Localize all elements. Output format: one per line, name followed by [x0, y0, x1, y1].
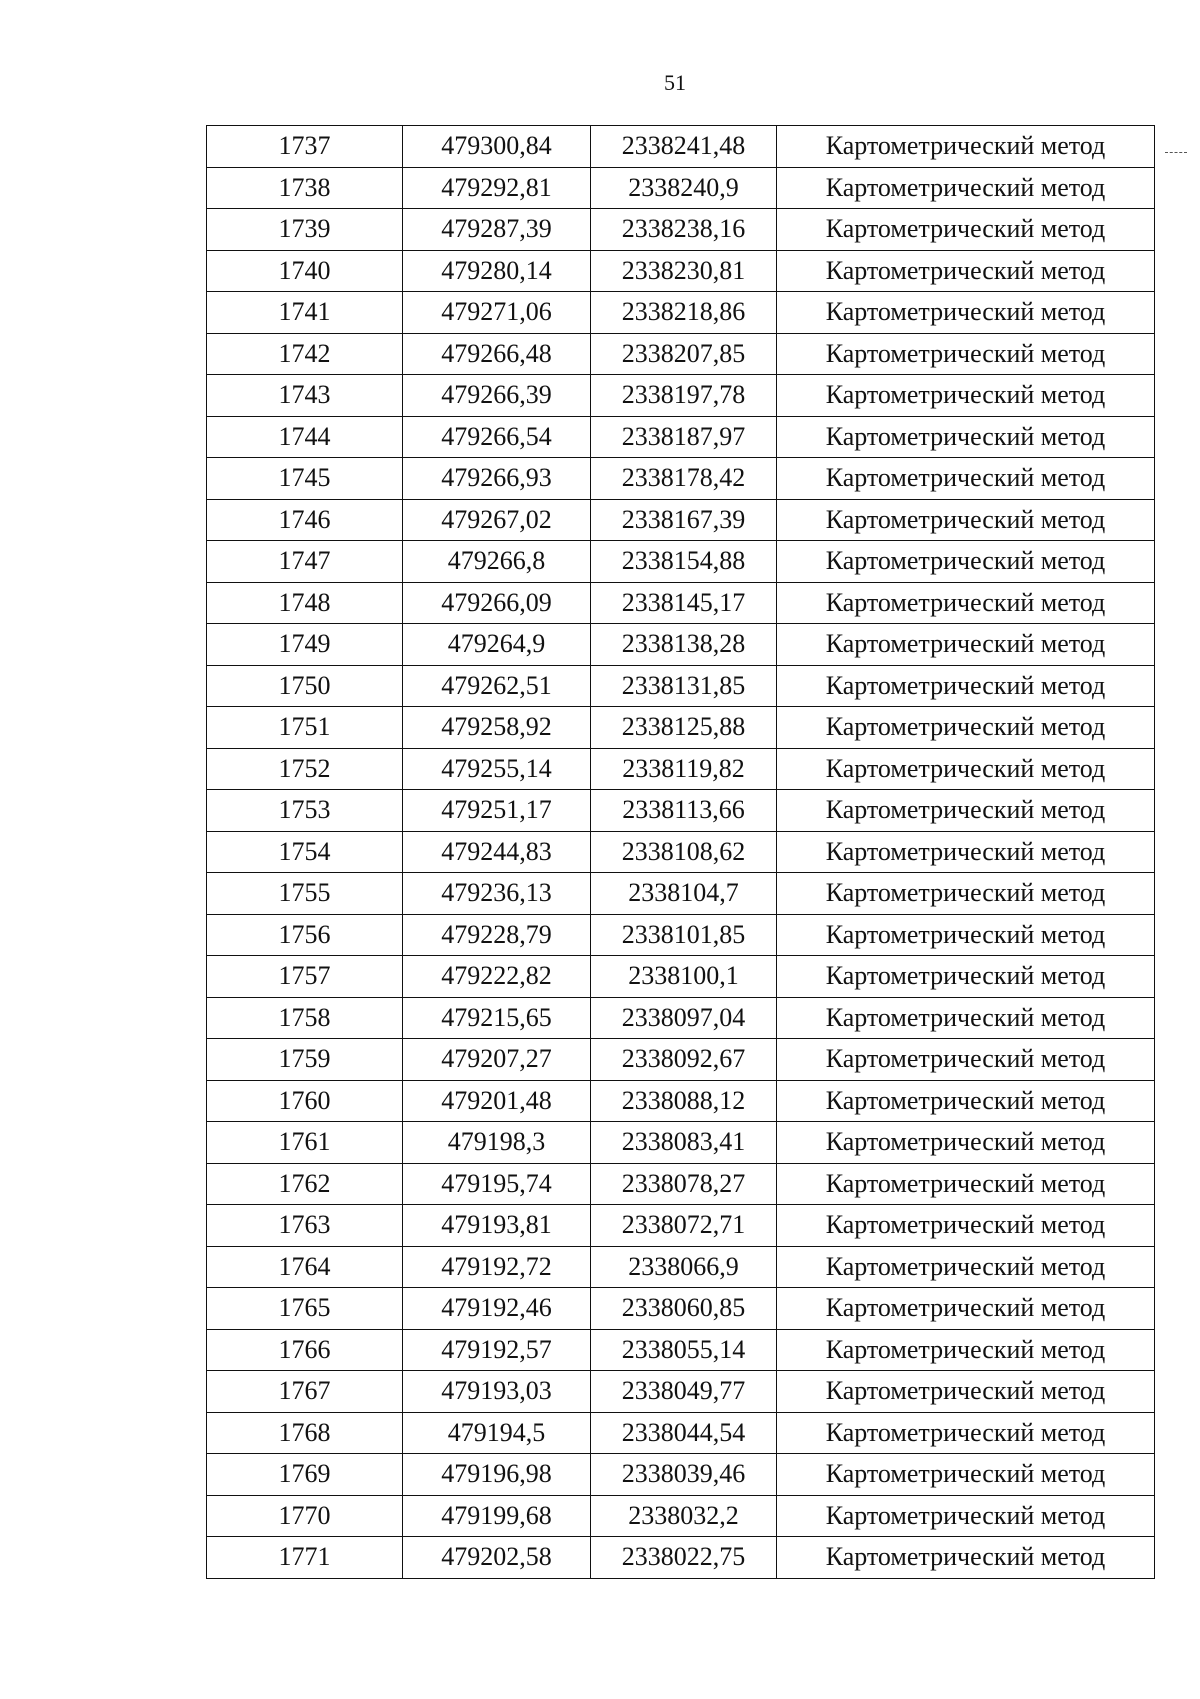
- table-row: [207, 1454, 1155, 1496]
- x-coordinate-cell: 479267,02: [403, 499, 591, 541]
- table-row: [207, 416, 1155, 458]
- x-coordinate-cell: 479194,5: [403, 1412, 591, 1454]
- x-coordinate-cell: 479215,65: [403, 997, 591, 1039]
- method-cell: Картометрический метод: [777, 1246, 1155, 1288]
- table-row: [207, 997, 1155, 1039]
- method-cell: Картометрический метод: [777, 624, 1155, 666]
- table-row: [207, 292, 1155, 334]
- table-row: [207, 914, 1155, 956]
- method-cell: Картометрический метод: [777, 748, 1155, 790]
- point-number-cell: 1767: [207, 1371, 403, 1413]
- table-row: [207, 665, 1155, 707]
- point-number-cell: 1741: [207, 292, 403, 334]
- table-row: [207, 956, 1155, 998]
- table-row: [207, 458, 1155, 500]
- point-number-cell: 1758: [207, 997, 403, 1039]
- y-coordinate-cell: 2338218,86: [591, 292, 777, 334]
- point-number-cell: 1748: [207, 582, 403, 624]
- method-cell: Картометрический метод: [777, 209, 1155, 251]
- y-coordinate-cell: 2338101,85: [591, 914, 777, 956]
- x-coordinate-cell: 479198,3: [403, 1122, 591, 1164]
- coordinates-table: [206, 125, 1155, 1579]
- method-cell: Картометрический метод: [777, 541, 1155, 583]
- y-coordinate-cell: 2338066,9: [591, 1246, 777, 1288]
- x-coordinate-cell: 479192,46: [403, 1288, 591, 1330]
- x-coordinate-cell: 479266,8: [403, 541, 591, 583]
- method-cell: Картометрический метод: [777, 1163, 1155, 1205]
- y-coordinate-cell: 2338055,14: [591, 1329, 777, 1371]
- x-coordinate-cell: 479222,82: [403, 956, 591, 998]
- table-row: [207, 126, 1155, 168]
- x-coordinate-cell: 479255,14: [403, 748, 591, 790]
- x-coordinate-cell: 479244,83: [403, 831, 591, 873]
- point-number-cell: 1744: [207, 416, 403, 458]
- table-row: [207, 541, 1155, 583]
- y-coordinate-cell: 2338240,9: [591, 167, 777, 209]
- y-coordinate-cell: 2338092,67: [591, 1039, 777, 1081]
- point-number-cell: 1749: [207, 624, 403, 666]
- point-number-cell: 1771: [207, 1537, 403, 1579]
- table-row: [207, 1371, 1155, 1413]
- x-coordinate-cell: 479280,14: [403, 250, 591, 292]
- margin-mark: [1165, 152, 1187, 153]
- method-cell: Картометрический метод: [777, 1288, 1155, 1330]
- method-cell: Картометрический метод: [777, 956, 1155, 998]
- y-coordinate-cell: 2338072,71: [591, 1205, 777, 1247]
- y-coordinate-cell: 2338145,17: [591, 582, 777, 624]
- method-cell: Картометрический метод: [777, 1080, 1155, 1122]
- method-cell: Картометрический метод: [777, 126, 1155, 168]
- point-number-cell: 1737: [207, 126, 403, 168]
- method-cell: Картометрический метод: [777, 1205, 1155, 1247]
- x-coordinate-cell: 479192,57: [403, 1329, 591, 1371]
- x-coordinate-cell: 479287,39: [403, 209, 591, 251]
- table-row: [207, 1039, 1155, 1081]
- point-number-cell: 1746: [207, 499, 403, 541]
- method-cell: Картометрический метод: [777, 831, 1155, 873]
- point-number-cell: 1753: [207, 790, 403, 832]
- y-coordinate-cell: 2338022,75: [591, 1537, 777, 1579]
- method-cell: Картометрический метод: [777, 1412, 1155, 1454]
- x-coordinate-cell: 479193,81: [403, 1205, 591, 1247]
- point-number-cell: 1766: [207, 1329, 403, 1371]
- point-number-cell: 1745: [207, 458, 403, 500]
- point-number-cell: 1738: [207, 167, 403, 209]
- y-coordinate-cell: 2338088,12: [591, 1080, 777, 1122]
- table-row: [207, 1205, 1155, 1247]
- point-number-cell: 1763: [207, 1205, 403, 1247]
- table-row: [207, 1329, 1155, 1371]
- method-cell: Картометрический метод: [777, 582, 1155, 624]
- x-coordinate-cell: 479266,48: [403, 333, 591, 375]
- table-row: [207, 582, 1155, 624]
- table-row: [207, 1080, 1155, 1122]
- point-number-cell: 1765: [207, 1288, 403, 1330]
- x-coordinate-cell: 479262,51: [403, 665, 591, 707]
- table-row: [207, 167, 1155, 209]
- table-row: [207, 1495, 1155, 1537]
- method-cell: Картометрический метод: [777, 1495, 1155, 1537]
- method-cell: Картометрический метод: [777, 873, 1155, 915]
- method-cell: Картометрический метод: [777, 1329, 1155, 1371]
- y-coordinate-cell: 2338154,88: [591, 541, 777, 583]
- method-cell: Картометрический метод: [777, 997, 1155, 1039]
- y-coordinate-cell: 2338131,85: [591, 665, 777, 707]
- method-cell: Картометрический метод: [777, 914, 1155, 956]
- y-coordinate-cell: 2338138,28: [591, 624, 777, 666]
- y-coordinate-cell: 2338113,66: [591, 790, 777, 832]
- y-coordinate-cell: 2338100,1: [591, 956, 777, 998]
- coordinates-table-body: [207, 126, 1155, 1579]
- method-cell: Картометрический метод: [777, 375, 1155, 417]
- method-cell: Картометрический метод: [777, 707, 1155, 749]
- x-coordinate-cell: 479207,27: [403, 1039, 591, 1081]
- x-coordinate-cell: 479236,13: [403, 873, 591, 915]
- x-coordinate-cell: 479266,09: [403, 582, 591, 624]
- point-number-cell: 1747: [207, 541, 403, 583]
- x-coordinate-cell: 479251,17: [403, 790, 591, 832]
- method-cell: Картометрический метод: [777, 665, 1155, 707]
- table-row: [207, 209, 1155, 251]
- point-number-cell: 1754: [207, 831, 403, 873]
- x-coordinate-cell: 479292,81: [403, 167, 591, 209]
- point-number-cell: 1740: [207, 250, 403, 292]
- point-number-cell: 1762: [207, 1163, 403, 1205]
- x-coordinate-cell: 479266,39: [403, 375, 591, 417]
- method-cell: Картометрический метод: [777, 250, 1155, 292]
- point-number-cell: 1761: [207, 1122, 403, 1164]
- point-number-cell: 1750: [207, 665, 403, 707]
- y-coordinate-cell: 2338167,39: [591, 499, 777, 541]
- table-row: [207, 1246, 1155, 1288]
- method-cell: Картометрический метод: [777, 416, 1155, 458]
- y-coordinate-cell: 2338187,97: [591, 416, 777, 458]
- y-coordinate-cell: 2338241,48: [591, 126, 777, 168]
- y-coordinate-cell: 2338060,85: [591, 1288, 777, 1330]
- x-coordinate-cell: 479192,72: [403, 1246, 591, 1288]
- method-cell: Картометрический метод: [777, 1371, 1155, 1413]
- method-cell: Картометрический метод: [777, 1537, 1155, 1579]
- page-number: 51: [664, 70, 686, 95]
- method-cell: Картометрический метод: [777, 1039, 1155, 1081]
- point-number-cell: 1759: [207, 1039, 403, 1081]
- method-cell: Картометрический метод: [777, 333, 1155, 375]
- y-coordinate-cell: 2338230,81: [591, 250, 777, 292]
- method-cell: Картометрический метод: [777, 458, 1155, 500]
- y-coordinate-cell: 2338083,41: [591, 1122, 777, 1164]
- table-row: [207, 748, 1155, 790]
- table-row: [207, 873, 1155, 915]
- y-coordinate-cell: 2338119,82: [591, 748, 777, 790]
- x-coordinate-cell: 479300,84: [403, 126, 591, 168]
- y-coordinate-cell: 2338125,88: [591, 707, 777, 749]
- y-coordinate-cell: 2338178,42: [591, 458, 777, 500]
- table-row: [207, 1288, 1155, 1330]
- method-cell: Картометрический метод: [777, 1122, 1155, 1164]
- table-row: [207, 250, 1155, 292]
- table-row: [207, 1163, 1155, 1205]
- x-coordinate-cell: 479264,9: [403, 624, 591, 666]
- point-number-cell: 1764: [207, 1246, 403, 1288]
- point-number-cell: 1768: [207, 1412, 403, 1454]
- x-coordinate-cell: 479266,54: [403, 416, 591, 458]
- method-cell: Картометрический метод: [777, 499, 1155, 541]
- y-coordinate-cell: 2338197,78: [591, 375, 777, 417]
- point-number-cell: 1769: [207, 1454, 403, 1496]
- y-coordinate-cell: 2338238,16: [591, 209, 777, 251]
- x-coordinate-cell: 479193,03: [403, 1371, 591, 1413]
- x-coordinate-cell: 479201,48: [403, 1080, 591, 1122]
- point-number-cell: 1760: [207, 1080, 403, 1122]
- table-row: [207, 1122, 1155, 1164]
- table-row: [207, 375, 1155, 417]
- table-row: [207, 707, 1155, 749]
- method-cell: Картометрический метод: [777, 1454, 1155, 1496]
- point-number-cell: 1742: [207, 333, 403, 375]
- x-coordinate-cell: 479258,92: [403, 707, 591, 749]
- y-coordinate-cell: 2338049,77: [591, 1371, 777, 1413]
- table-row: [207, 624, 1155, 666]
- table-row: [207, 831, 1155, 873]
- y-coordinate-cell: 2338032,2: [591, 1495, 777, 1537]
- y-coordinate-cell: 2338104,7: [591, 873, 777, 915]
- y-coordinate-cell: 2338044,54: [591, 1412, 777, 1454]
- x-coordinate-cell: 479271,06: [403, 292, 591, 334]
- point-number-cell: 1755: [207, 873, 403, 915]
- point-number-cell: 1770: [207, 1495, 403, 1537]
- table-row: [207, 1537, 1155, 1579]
- table-row: [207, 790, 1155, 832]
- point-number-cell: 1743: [207, 375, 403, 417]
- table-row: [207, 499, 1155, 541]
- point-number-cell: 1757: [207, 956, 403, 998]
- x-coordinate-cell: 479199,68: [403, 1495, 591, 1537]
- x-coordinate-cell: 479202,58: [403, 1537, 591, 1579]
- method-cell: Картометрический метод: [777, 790, 1155, 832]
- table-row: [207, 1412, 1155, 1454]
- method-cell: Картометрический метод: [777, 167, 1155, 209]
- method-cell: Картометрический метод: [777, 292, 1155, 334]
- x-coordinate-cell: 479195,74: [403, 1163, 591, 1205]
- point-number-cell: 1751: [207, 707, 403, 749]
- point-number-cell: 1739: [207, 209, 403, 251]
- table-row: [207, 333, 1155, 375]
- point-number-cell: 1752: [207, 748, 403, 790]
- x-coordinate-cell: 479266,93: [403, 458, 591, 500]
- y-coordinate-cell: 2338207,85: [591, 333, 777, 375]
- point-number-cell: 1756: [207, 914, 403, 956]
- x-coordinate-cell: 479228,79: [403, 914, 591, 956]
- y-coordinate-cell: 2338078,27: [591, 1163, 777, 1205]
- y-coordinate-cell: 2338097,04: [591, 997, 777, 1039]
- x-coordinate-cell: 479196,98: [403, 1454, 591, 1496]
- y-coordinate-cell: 2338039,46: [591, 1454, 777, 1496]
- y-coordinate-cell: 2338108,62: [591, 831, 777, 873]
